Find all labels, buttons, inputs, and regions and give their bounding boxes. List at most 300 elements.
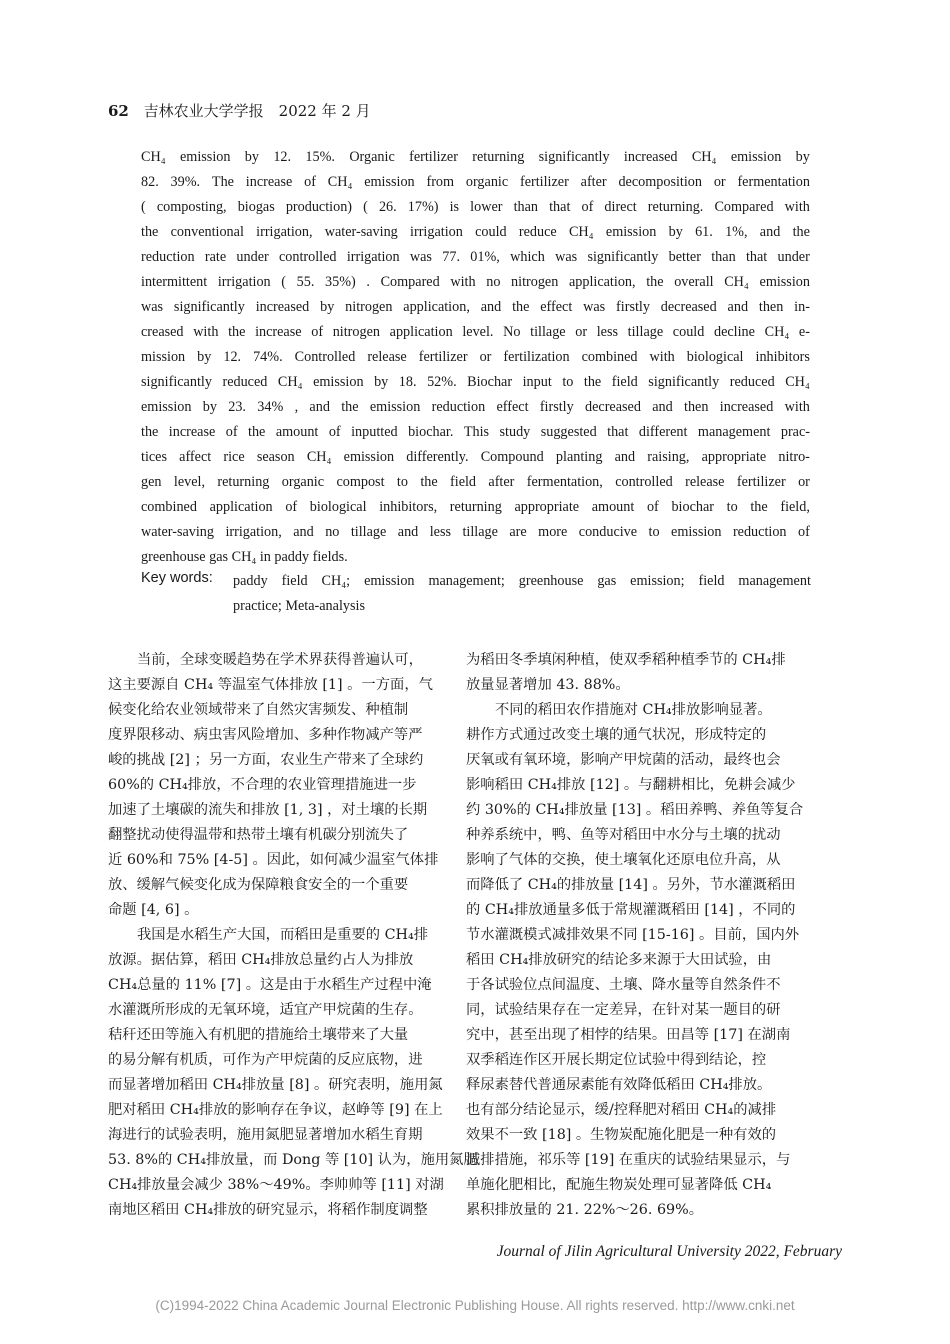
text-chunk: CH₄ — [327, 174, 353, 190]
text-line: 不同的稻田农作措施对 CH₄排放影响显著。 — [495, 702, 772, 718]
page-number: 62 — [108, 102, 129, 120]
text-chunk: with — [193, 324, 219, 340]
english-abstract — [141, 145, 810, 570]
text-chunk: tillage — [530, 324, 566, 340]
text-chunk: the — [141, 424, 159, 440]
text-chunk: reduction — [431, 399, 486, 415]
text-line: 而降低了 CH₄的排放量 [14] 。另外，节水灌溉稻田 — [466, 877, 796, 893]
text-chunk: inhibitors — [755, 349, 810, 365]
text-line: 候变化给农业领域带来了自然灾害频发、种植制 — [108, 702, 409, 718]
text-chunk: Compared — [380, 274, 440, 290]
text-line: 累积排放量的 21. 22%～26. 69%。 — [466, 1202, 704, 1218]
text-chunk: increased — [255, 299, 310, 315]
text-chunk: controlled — [615, 474, 673, 490]
text-chunk: emission — [605, 224, 657, 240]
text-chunk: reduced — [222, 374, 268, 390]
keyword-chunk: emission — [364, 573, 415, 589]
text-chunk: returning — [472, 149, 525, 165]
keyword-chunk: CH₄; — [321, 573, 351, 589]
text-chunk: biogas — [237, 199, 275, 215]
text-chunk: fertilizer — [736, 474, 786, 490]
text-line — [141, 245, 810, 270]
text-chunk: effect — [540, 299, 573, 315]
text-line: 究中，甚至出现了相悖的结果。田昌等 [17] 在湖南 — [466, 1027, 791, 1043]
text-chunk: to — [562, 374, 574, 390]
text-chunk: no — [325, 524, 340, 540]
text-chunk: 52%. — [427, 374, 457, 390]
text-chunk: by — [795, 149, 810, 165]
text-chunk: biological — [686, 349, 744, 365]
text-chunk: irrigation — [346, 249, 400, 265]
text-chunk: that — [607, 424, 629, 440]
text-line: 而显著增加稻田 CH₄排放量 [8] 。研究表明，施用氮 — [108, 1077, 443, 1093]
text-chunk: compost — [336, 474, 385, 490]
text-chunk: irrigation — [217, 274, 271, 290]
text-chunk: CH₄ — [785, 374, 810, 390]
text-chunk: ( — [363, 199, 368, 215]
text-chunk: with — [784, 399, 810, 415]
text-chunk: decreased — [660, 299, 717, 315]
text-chunk: significantly — [538, 149, 610, 165]
text-line: greenhouse gas CH₄ in paddy fields. — [141, 549, 348, 565]
text-chunk: CH₄ — [724, 274, 749, 290]
text-chunk: combined — [141, 499, 197, 515]
text-chunk: of — [646, 499, 659, 515]
text-chunk: nitrogen — [345, 299, 393, 315]
text-chunk: significantly — [173, 299, 245, 315]
text-chunk: of — [304, 174, 316, 190]
text-chunk: 61. — [695, 224, 713, 240]
text-chunk: by — [374, 374, 389, 390]
text-chunk: in- — [794, 299, 810, 315]
text-chunk: irrigation, — [256, 224, 313, 240]
keyword-chunk: gas — [597, 573, 617, 589]
text-line — [141, 420, 810, 445]
text-chunk: increase — [245, 174, 293, 190]
text-line: 影响了气体的交换，使土壤氧化还原电位升高，从 — [466, 852, 781, 868]
text-chunk: creased — [141, 324, 184, 340]
text-chunk: controlled — [279, 249, 337, 265]
text-chunk: inhibitors, — [379, 499, 438, 515]
text-line: 这主要源自 CH₄ 等温室气体排放 [1] 。一方面，气 — [108, 677, 433, 693]
text-chunk: or — [713, 174, 726, 190]
text-line: 命题 [4, 6] 。 — [108, 902, 199, 918]
text-chunk: irrigation, — [225, 524, 282, 540]
text-chunk: CH₄ — [764, 324, 790, 340]
text-line: 种养系统中，鸭、鱼等对稻田中水分与土壤的扰动 — [466, 827, 781, 843]
text-chunk: CH₄ — [568, 224, 594, 240]
text-chunk: 77. — [442, 249, 460, 265]
text-chunk: application — [209, 499, 273, 515]
text-chunk: or — [479, 349, 492, 365]
text-chunk: increase — [168, 424, 216, 440]
body-left-column — [108, 648, 485, 1223]
text-line: 也有部分结论显示，缓/控释肥对稻田 CH₄的减排 — [466, 1102, 777, 1118]
text-chunk: e- — [798, 324, 810, 340]
text-chunk: increased — [623, 149, 678, 165]
text-line: 单施化肥相比，配施生物炭处理可显著降低 CH₄ — [466, 1177, 772, 1193]
text-chunk: and — [652, 399, 673, 415]
copyright-notice: (C)1994-2022 China Academic Journal Electronic Publishing House. All rights reserved. http://www.cnki.net — [155, 1298, 795, 1313]
text-chunk: production) — [285, 199, 353, 215]
text-line: 秸秆还田等施入有机肥的措施给土壤带来了大量 — [108, 1027, 409, 1043]
text-chunk: . — [366, 274, 370, 290]
text-chunk: decreased — [585, 399, 641, 415]
text-line — [141, 520, 810, 545]
text-chunk: mission — [141, 349, 186, 365]
text-chunk: field — [611, 374, 638, 390]
text-chunk: was — [583, 299, 606, 315]
text-chunk: release — [685, 474, 725, 490]
page-header — [108, 100, 371, 121]
text-chunk: , — [294, 399, 299, 415]
text-chunk: and — [727, 299, 749, 315]
journal-date: 吉林农业大学学报 2022 年 2 月 — [143, 102, 371, 120]
text-chunk: lower — [470, 199, 503, 215]
text-line: 于各试验位点间温度、土壤、降水量等自然条件不 — [466, 977, 781, 993]
text-line: 度界限移动、病虫害风险增加、多种作物减产等严 — [108, 727, 423, 743]
text-chunk: tillage — [462, 524, 498, 540]
text-chunk: than — [513, 199, 539, 215]
text-chunk: Compound — [480, 449, 544, 465]
text-chunk: are — [509, 524, 527, 540]
text-chunk: the — [248, 424, 266, 440]
text-chunk: is — [449, 199, 460, 215]
text-chunk: more — [538, 524, 568, 540]
text-chunk: fermentation, — [526, 474, 603, 490]
text-chunk: overall — [674, 274, 714, 290]
text-chunk: 01%, — [470, 249, 500, 265]
text-chunk: by — [197, 349, 212, 365]
text-chunk: Compared — [714, 199, 774, 215]
text-chunk: significantly — [648, 374, 720, 390]
text-line: 放量显著增加 43. 88%。 — [466, 677, 630, 693]
text-line: 当前，全球变暖趋势在学术界获得普遍认可， — [137, 652, 423, 668]
keyword-chunk: field — [281, 573, 308, 589]
text-chunk: CH₄ — [277, 374, 303, 390]
text-chunk: 1%, — [725, 224, 748, 240]
text-chunk: or — [798, 474, 810, 490]
text-chunk: 39%. — [170, 174, 201, 190]
text-chunk: firstly — [539, 399, 574, 415]
text-chunk: reduction — [141, 249, 195, 265]
text-chunk: to — [726, 499, 738, 515]
text-chunk: less — [429, 524, 451, 540]
text-chunk: of — [311, 324, 324, 340]
text-chunk: Organic — [349, 149, 395, 165]
text-line: 翻整扰动使得温带和热带土壤有机碳分别流失了 — [108, 827, 409, 843]
text-chunk: by — [320, 299, 335, 315]
text-chunk: input — [522, 374, 552, 390]
text-line: 稻田 CH₄排放研究的结论多来源于大田试验，由 — [466, 952, 772, 968]
text-chunk: of — [285, 499, 298, 515]
text-chunk: of — [581, 199, 594, 215]
text-chunk: from — [426, 174, 455, 190]
text-chunk: the — [646, 274, 664, 290]
text-chunk: 15%. — [305, 149, 335, 165]
text-chunk: and — [759, 224, 781, 240]
text-chunk: tices — [141, 449, 167, 465]
text-chunk: and — [397, 524, 419, 540]
text-chunk: biological — [309, 499, 367, 515]
text-line: 水灌溉所形成的无氧环境，适宜产甲烷菌的生存。 — [108, 1002, 423, 1018]
text-chunk: differently. — [406, 449, 469, 465]
text-chunk: organic — [281, 474, 325, 490]
text-chunk: was — [141, 299, 164, 315]
text-chunk: that — [549, 199, 571, 215]
text-chunk: 74%. — [253, 349, 283, 365]
text-chunk: nitrogen — [332, 324, 380, 340]
text-chunk: was — [555, 249, 578, 265]
text-chunk: Biochar — [467, 374, 513, 390]
text-chunk: of — [797, 524, 810, 540]
text-chunk: firstly — [616, 299, 650, 315]
text-chunk: decomposition — [618, 174, 702, 190]
text-chunk: CH₄ — [691, 149, 717, 165]
text-line — [141, 220, 810, 245]
text-chunk: emission — [343, 449, 395, 465]
text-chunk: season — [256, 449, 295, 465]
text-chunk: with — [450, 274, 476, 290]
text-chunk: management — [697, 424, 771, 440]
text-chunk: Controlled — [294, 349, 356, 365]
keyword-chunk: emission; — [630, 573, 685, 589]
text-chunk: biochar — [671, 499, 714, 515]
keyword-chunk: paddy — [233, 573, 268, 589]
text-chunk: the — [420, 474, 438, 490]
text-chunk: returning. — [647, 199, 704, 215]
text-line: 53. 8%的 CH₄排放量，而 Dong 等 [10] 认为，施用氮肥 — [108, 1152, 478, 1168]
text-chunk: fertilizer — [418, 349, 468, 365]
body-right-column — [466, 648, 842, 1223]
text-chunk: that — [745, 249, 768, 265]
keywords-label: Key words: — [141, 570, 213, 586]
text-chunk: the — [341, 399, 359, 415]
text-chunk: emission — [364, 174, 415, 190]
text-chunk: returning — [217, 474, 270, 490]
text-chunk: was — [409, 249, 432, 265]
text-line — [141, 495, 810, 520]
text-chunk: effect — [496, 399, 529, 415]
text-chunk: organic — [465, 174, 509, 190]
text-chunk: release — [367, 349, 407, 365]
text-chunk: then — [684, 399, 709, 415]
text-chunk: better — [668, 249, 701, 265]
text-chunk: suggested — [540, 424, 597, 440]
text-chunk: field — [450, 474, 477, 490]
text-chunk: 26. — [378, 199, 397, 215]
text-line: 的易分解有机质，可作为产甲烷菌的反应底物，进 — [108, 1052, 423, 1068]
text-line — [141, 170, 810, 195]
text-chunk: water-saving — [141, 524, 214, 540]
text-line: 南地区稻田 CH₄排放的研究显示，将稻作制度调整 — [108, 1202, 428, 1218]
text-line — [141, 295, 810, 320]
text-line: 肥对稻田 CH₄排放的影响存在争议，赵峥等 [9] 在上 — [108, 1102, 443, 1118]
text-chunk: increase — [255, 324, 302, 340]
text-line — [141, 145, 810, 170]
text-chunk: to — [648, 524, 660, 540]
text-chunk: emission — [369, 399, 421, 415]
text-chunk: CH₄ — [141, 149, 166, 165]
text-chunk: inputted — [351, 424, 398, 440]
text-chunk: composting, — [156, 199, 227, 215]
text-chunk: field, — [780, 499, 810, 515]
text-chunk: water-saving — [324, 224, 398, 240]
text-line — [141, 370, 810, 395]
text-line: 我国是水稻生产大国，而稻田是重要的 CH₄排 — [137, 927, 429, 943]
text-chunk: affect — [179, 449, 212, 465]
text-chunk: no — [486, 274, 501, 290]
text-line: 释尿素替代普通尿素能有效降低稻田 CH₄排放。 — [466, 1077, 772, 1093]
text-chunk: by — [244, 149, 259, 165]
text-line — [141, 320, 810, 345]
text-chunk: and — [614, 449, 636, 465]
text-chunk: after — [580, 174, 607, 190]
text-chunk: to — [396, 474, 408, 490]
text-chunk: emission — [180, 149, 231, 165]
text-chunk: The — [211, 174, 234, 190]
text-line: 效果不一致 [18] 。生物炭配施化肥是一种有效的 — [466, 1127, 777, 1143]
text-chunk: rice — [223, 449, 245, 465]
text-chunk: nitrogen — [511, 274, 559, 290]
text-chunk: nitro- — [778, 449, 810, 465]
text-chunk: emission — [730, 149, 782, 165]
text-chunk: by — [202, 399, 217, 415]
text-chunk: 82. — [141, 174, 159, 190]
text-chunk: tillage — [627, 324, 664, 340]
text-chunk: increased — [719, 399, 774, 415]
text-chunk: reduced — [729, 374, 775, 390]
text-line: 峻的挑战 [2] ；另一方面，农业生产带来了全球约 — [108, 752, 424, 768]
keywords-line-1 — [233, 570, 811, 592]
text-chunk: appropriate — [514, 499, 580, 515]
text-chunk: prac- — [780, 424, 810, 440]
text-line: 同，试验结果存在一定差异，在针对某一题目的研 — [466, 1002, 781, 1018]
text-line: CH₄排放量会减少 38%～49%。李帅帅等 [11] 对湖 — [108, 1177, 444, 1193]
text-chunk: and — [480, 299, 502, 315]
keyword-chunk: management — [738, 573, 811, 589]
text-chunk: level. — [462, 324, 494, 340]
text-chunk: No — [503, 324, 521, 340]
text-chunk: could — [672, 324, 705, 340]
text-chunk: under — [236, 249, 269, 265]
text-chunk: and — [309, 399, 330, 415]
text-chunk: 55. — [296, 274, 315, 290]
text-chunk: the — [228, 324, 246, 340]
text-chunk: fertilizer — [409, 149, 458, 165]
text-chunk: planting — [555, 449, 603, 465]
text-line: 影响稻田 CH₄排放 [12] 。与翻耕相比，免耕会减少 — [466, 777, 796, 793]
text-chunk: fertilization — [503, 349, 570, 365]
text-line — [141, 470, 810, 495]
text-line — [141, 195, 810, 220]
text-chunk: the — [750, 499, 768, 515]
keyword-chunk: management; — [428, 573, 505, 589]
text-chunk: 23. — [228, 399, 246, 415]
text-chunk: returning — [449, 499, 502, 515]
text-line: 双季稻连作区开展长期定位试验中得到结论，控 — [466, 1052, 767, 1068]
text-chunk: emission — [671, 524, 722, 540]
text-chunk: intermittent — [141, 274, 208, 290]
text-chunk: by — [668, 224, 683, 240]
text-chunk: with — [784, 199, 810, 215]
text-chunk: significantly — [587, 249, 659, 265]
text-line: 海进行的试验表明，施用氮肥显著增加水稻生育期 — [108, 1127, 423, 1143]
text-chunk: reduction — [732, 524, 787, 540]
text-chunk: reduce — [518, 224, 557, 240]
text-chunk: application, — [568, 274, 636, 290]
text-line: 厌氧或有氧环境，影响产甲烷菌的活动，最终也会 — [466, 752, 781, 768]
text-chunk: 35%) — [325, 274, 356, 290]
text-line: 耕作方式通过改变土壤的通气状况，形成特定的 — [466, 727, 767, 743]
text-line — [141, 395, 810, 420]
text-chunk: than — [711, 249, 736, 265]
text-chunk: or — [575, 324, 588, 340]
text-chunk: which — [510, 249, 545, 265]
text-chunk: decline — [713, 324, 755, 340]
text-chunk: 18. — [398, 374, 417, 390]
text-chunk: 17%) — [407, 199, 439, 215]
footer-journal: Journal of Jilin Agricultural University 2022, February — [496, 1243, 842, 1260]
text-line: 节水灌溉模式减排效果不同 [15-16] 。目前，国内外 — [466, 927, 800, 943]
text-line — [141, 445, 810, 470]
text-chunk: appropriate — [701, 449, 767, 465]
text-line: 为稻田冬季填闲种植，使双季稻种植季节的 CH₄排 — [466, 652, 786, 668]
text-chunk: application, — [403, 299, 470, 315]
text-chunk: emission — [313, 374, 364, 390]
keywords-line-2: practice; Meta-analysis — [233, 598, 365, 614]
text-chunk: gen — [141, 474, 162, 490]
text-chunk: conducive — [578, 524, 638, 540]
text-chunk: emission — [141, 399, 192, 415]
text-line: CH₄总量的 11% [7] 。这是由于水稻生产过程中淹 — [108, 977, 432, 993]
text-chunk: different — [638, 424, 688, 440]
text-chunk: less — [596, 324, 619, 340]
text-chunk: CH₄ — [306, 449, 332, 465]
text-chunk: could — [475, 224, 507, 240]
text-chunk: tillage — [350, 524, 387, 540]
keyword-chunk: field — [698, 573, 725, 589]
text-line: 的 CH₄排放通量多低于常规灌溉稻田 [14] ，不同的 — [466, 902, 796, 918]
text-line: 近 60%和 75% [4-5] 。因此，如何减少温室气体排 — [108, 852, 439, 868]
text-line: 放、缓解气候变化成为保障粮食安全的一个重要 — [108, 877, 409, 893]
text-chunk: direct — [604, 199, 637, 215]
text-chunk: biochar. — [408, 424, 454, 440]
text-line — [141, 345, 810, 370]
text-chunk: level, — [173, 474, 205, 490]
text-line: 约 30%的 CH₄排放量 [13] 。稻田养鸭、养鱼等复合 — [466, 802, 804, 818]
text-chunk: amount — [275, 424, 319, 440]
text-chunk: amount — [591, 499, 635, 515]
text-chunk: raising, — [647, 449, 690, 465]
text-line: 放源。据估算，稻田 CH₄排放总量约占人为排放 — [108, 952, 414, 968]
text-chunk: with — [649, 349, 675, 365]
text-chunk: This — [463, 424, 490, 440]
text-chunk: the — [583, 374, 602, 390]
text-chunk: ( — [141, 199, 146, 215]
text-chunk: after — [488, 474, 515, 490]
text-chunk: the — [141, 224, 159, 240]
text-chunk: fertilizer — [519, 174, 569, 190]
text-chunk: emission — [759, 274, 810, 290]
text-chunk: the — [512, 299, 530, 315]
text-chunk: the — [792, 224, 810, 240]
text-chunk: application — [389, 324, 453, 340]
text-chunk: irrigation — [410, 224, 463, 240]
text-chunk: 12. — [223, 349, 242, 365]
text-chunk: conventional — [170, 224, 244, 240]
keyword-chunk: greenhouse — [518, 573, 584, 589]
